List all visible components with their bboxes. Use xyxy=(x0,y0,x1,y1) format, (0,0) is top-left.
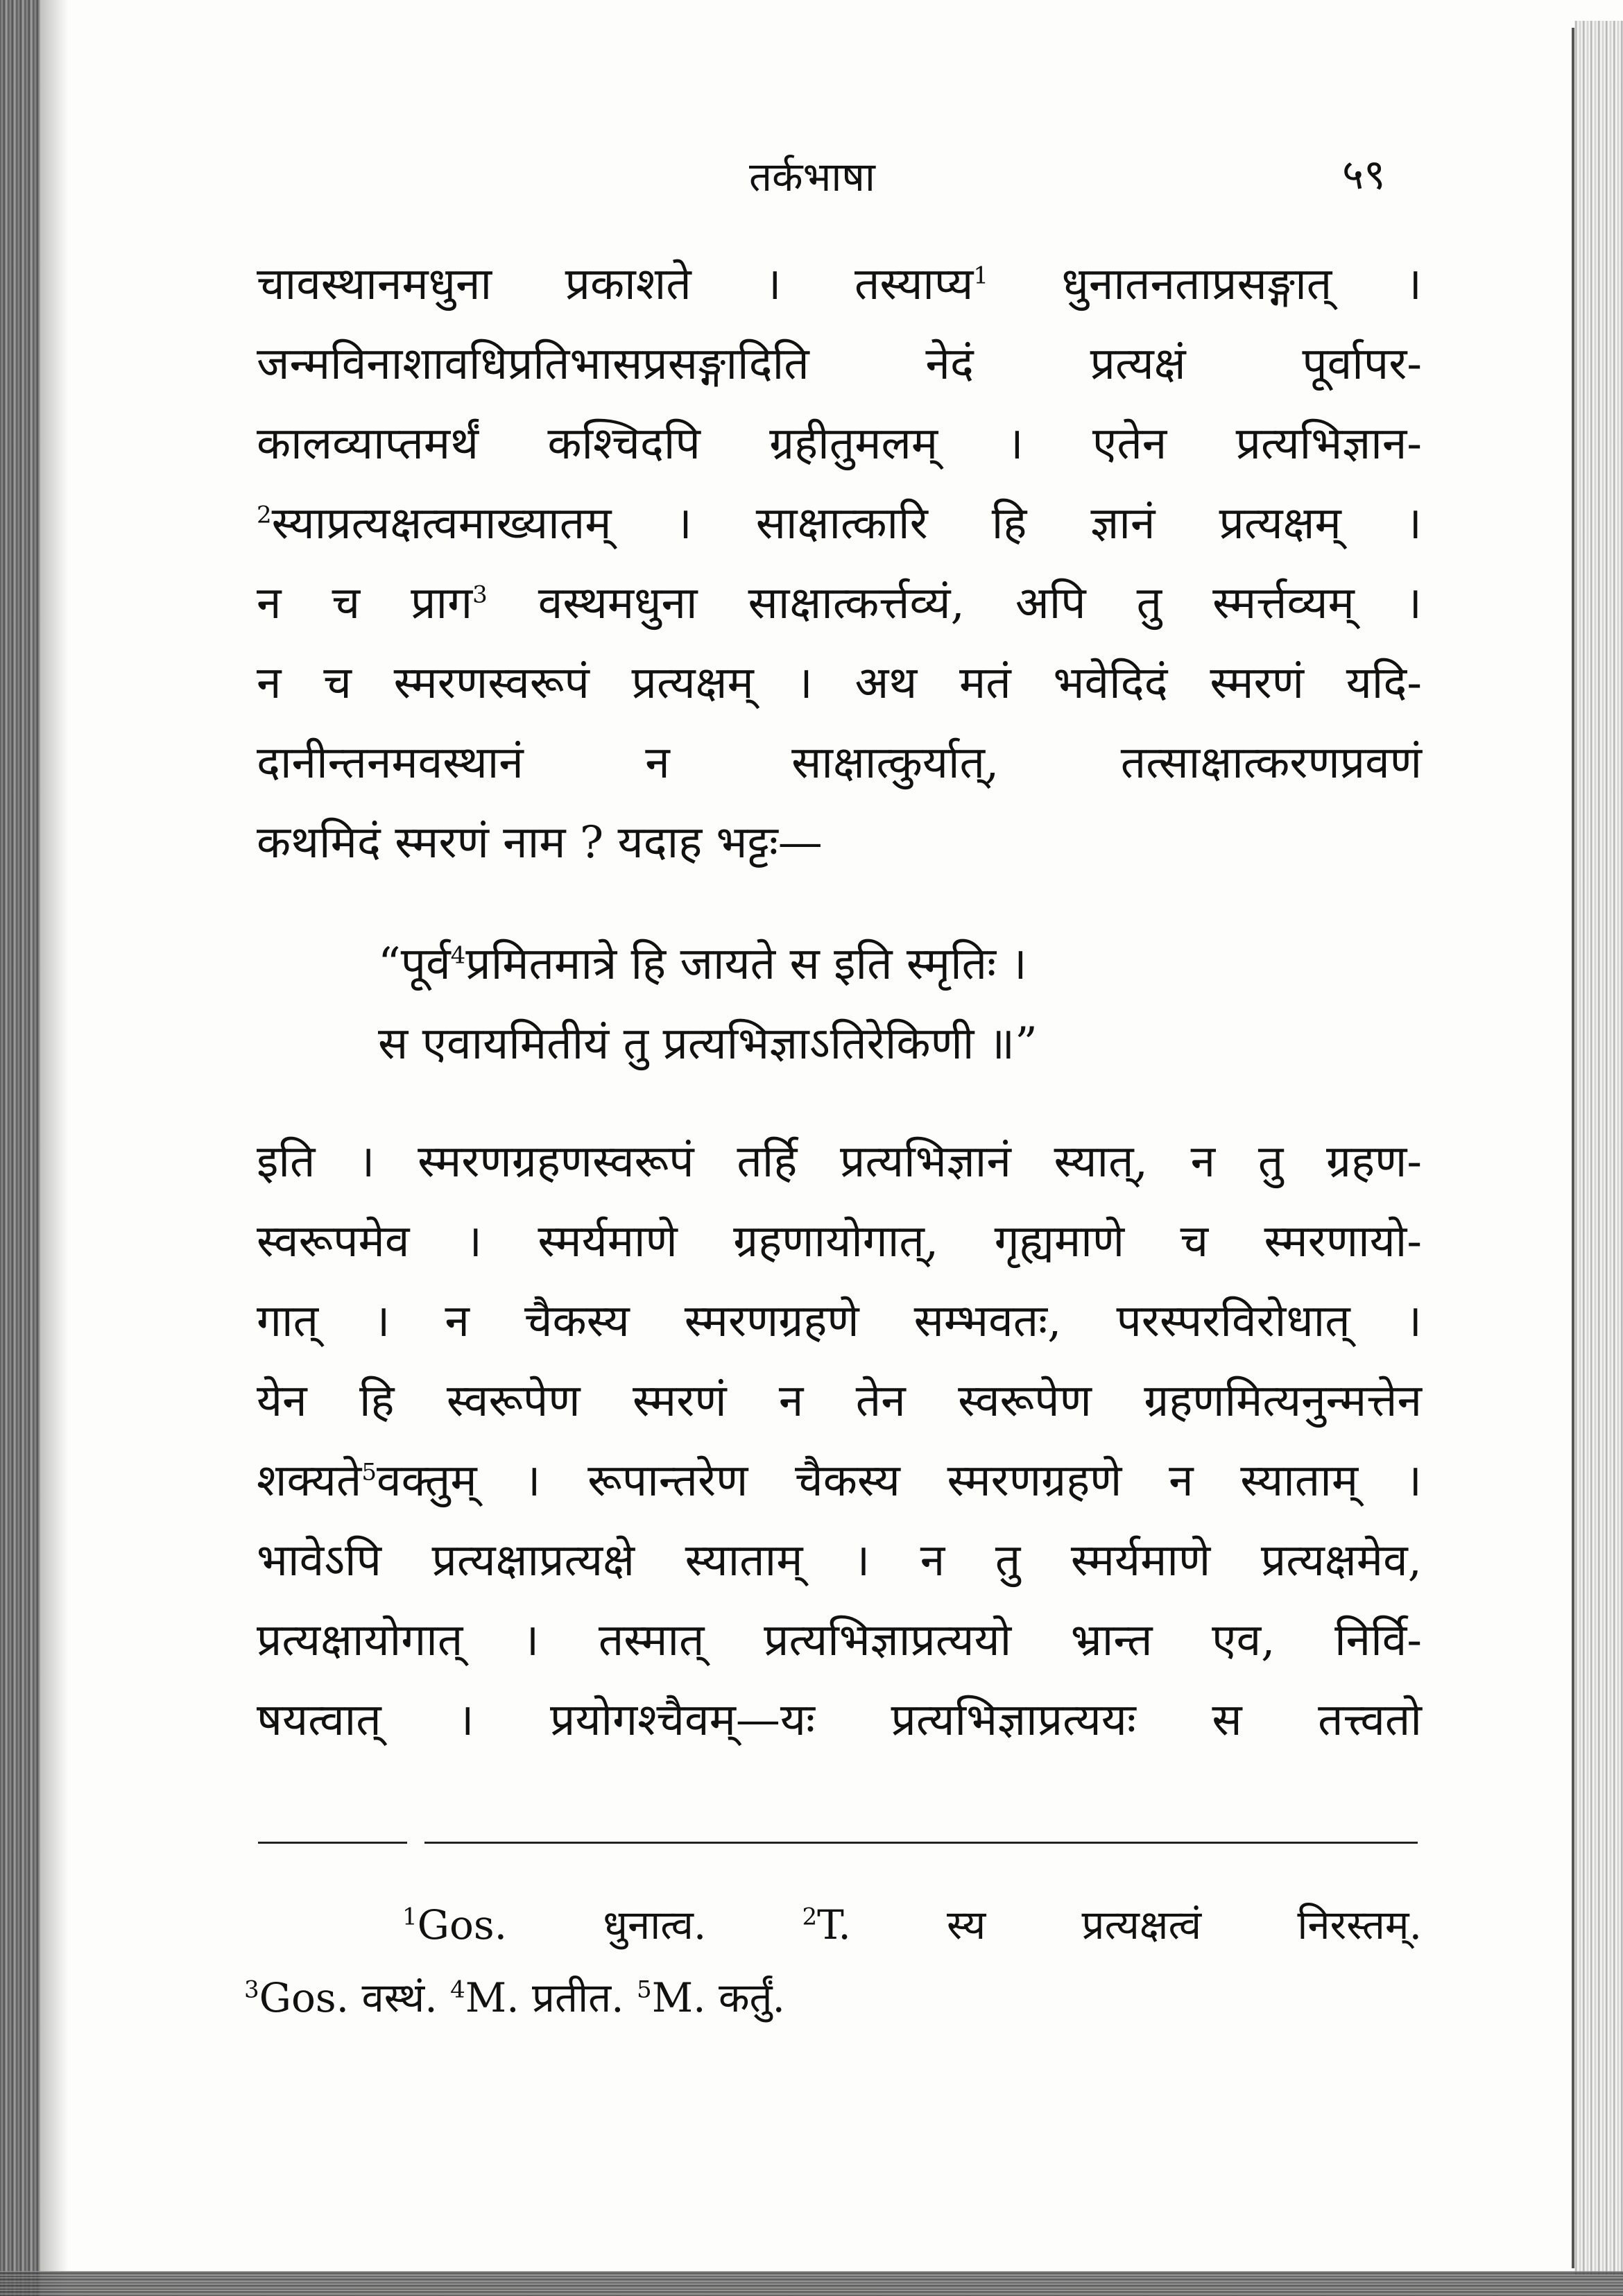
footnote-line-1 xyxy=(402,1894,1422,1956)
footnote-mark: 3 xyxy=(472,581,488,609)
footnote-line-2 xyxy=(244,1967,785,2029)
body-text: वस्थमधुना साक्षात्कर्त्तव्यं, अपि तु स्मर्त्तव्यम् । xyxy=(487,578,1422,629)
footnote-mark: 1 xyxy=(973,262,989,290)
verse-text: प्रमितमात्रे हि जायते स इति स्मृतिः । xyxy=(465,939,1027,990)
body-line-7: दानीन्तनमवस्थानं न साक्षात्कुर्यात्, तत्साक्षात्करणप्रवणं xyxy=(257,737,1422,789)
footnote-number: 1 xyxy=(402,1903,418,1931)
body-text: चावस्थानमधुना प्रकाशते । तस्याप्य xyxy=(257,259,974,310)
page-number: ५९ xyxy=(1342,151,1386,199)
body-line-4 xyxy=(257,489,1422,558)
footnote-mark: 5 xyxy=(361,1458,377,1487)
body-line-1 xyxy=(257,250,1422,319)
binding-shadow xyxy=(40,0,68,2296)
footnote-number: 5 xyxy=(637,1976,652,2004)
rule-segment xyxy=(424,1842,1418,1844)
footnote-mark: 4 xyxy=(450,941,466,970)
body2-line-6: भावेऽपि प्रत्यक्षाप्रत्यक्षे स्याताम् । न तु स्मर्यमाणे प्रत्यक्षमेव, xyxy=(257,1535,1422,1586)
body-line-3: कालव्याप्तमर्थं कश्चिदपि ग्रहीतुमलम् । एतेन प्रत्यभिज्ञान- xyxy=(257,418,1422,470)
book-binding-edge xyxy=(0,0,40,2296)
verse-text: “पूर्व xyxy=(378,939,451,990)
footnote-text: Gos. धुनात्व. xyxy=(417,1901,707,1948)
body-line-2: जन्मविनाशावधिप्रतिभासप्रसङ्गादिति नेदं प्रत्यक्षं पूर्वापर- xyxy=(257,339,1422,390)
body-line-6: न च स्मरणस्वरूपं प्रत्यक्षम् । अथ मतं भवेदिदं स्मरणं यदि- xyxy=(257,658,1422,709)
footnote-number: 3 xyxy=(244,1976,259,2004)
verse-line-2: स एवायमितीयं तु प्रत्यभिज्ञाऽतिरेकिणी ॥” xyxy=(378,1018,1038,1070)
body2-line-2: स्वरूपमेव । स्मर्यमाणे ग्रहणायोगात्, गृह्यमाणे च स्मरणायो- xyxy=(257,1216,1422,1267)
footnote-number: 4 xyxy=(450,1976,465,2004)
footnote-text: M. प्रतीत. xyxy=(465,1974,624,2021)
footnote-text: M. कर्तुं. xyxy=(651,1974,785,2021)
rule-segment xyxy=(258,1842,407,1844)
body-line-5 xyxy=(257,569,1422,638)
footnote-mark: 2 xyxy=(257,501,272,529)
footnote-text: Gos. वस्थं. xyxy=(259,1974,438,2021)
body-line-8: कथमिदं स्मरणं नाम ? यदाह भट्टः— xyxy=(257,817,823,868)
body-text: वक्तुम् । रूपान्तरेण चैकस्य स्मरणग्रहणे न स्याताम् । xyxy=(377,1455,1422,1507)
body-text: न च प्राग xyxy=(257,578,473,629)
body-text: शक्यते xyxy=(257,1455,362,1507)
page-edge-line xyxy=(1572,28,1574,2268)
body-text: स्याप्रत्यक्षत्वमाख्यातम् । साक्षात्कारि हि ज्ञानं प्रत्यक्षम् । xyxy=(271,498,1422,549)
body2-line-7: प्रत्यक्षायोगात् । तस्मात् प्रत्यभिज्ञाप्रत्ययो भ्रान्त एव, निर्वि- xyxy=(257,1615,1422,1666)
body2-line-1: इति । स्मरणग्रहणस्वरूपं तर्हि प्रत्यभिज्ञानं स्यात्, न तु ग्रहण- xyxy=(257,1136,1422,1188)
body2-line-8: षयत्वात् । प्रयोगश्चैवम्—यः प्रत्यभिज्ञाप्रत्ययः स तत्त्वतो xyxy=(257,1695,1422,1746)
body2-line-4: येन हि स्वरूपेण स्मरणं न तेन स्वरूपेण ग्रहणमित्यनुन्मत्तेन xyxy=(257,1376,1422,1427)
body-text: धुनातनताप्रसङ्गात् । xyxy=(988,259,1422,310)
body2-line-3: गात् । न चैकस्य स्मरणग्रहणे सम्भवतः, परस्परविरोधात् । xyxy=(257,1296,1422,1347)
page-bottom-edge xyxy=(0,2271,1623,2296)
page-stack-edge xyxy=(1574,21,1623,2275)
body2-line-5 xyxy=(257,1446,1422,1516)
footnote-number: 2 xyxy=(802,1903,818,1931)
footnote-text: T. स्य प्रत्यक्षत्वं निरस्तम्. xyxy=(817,1901,1423,1948)
verse-line-1 xyxy=(378,929,1027,999)
running-title: तर्कभाषा xyxy=(749,153,875,200)
